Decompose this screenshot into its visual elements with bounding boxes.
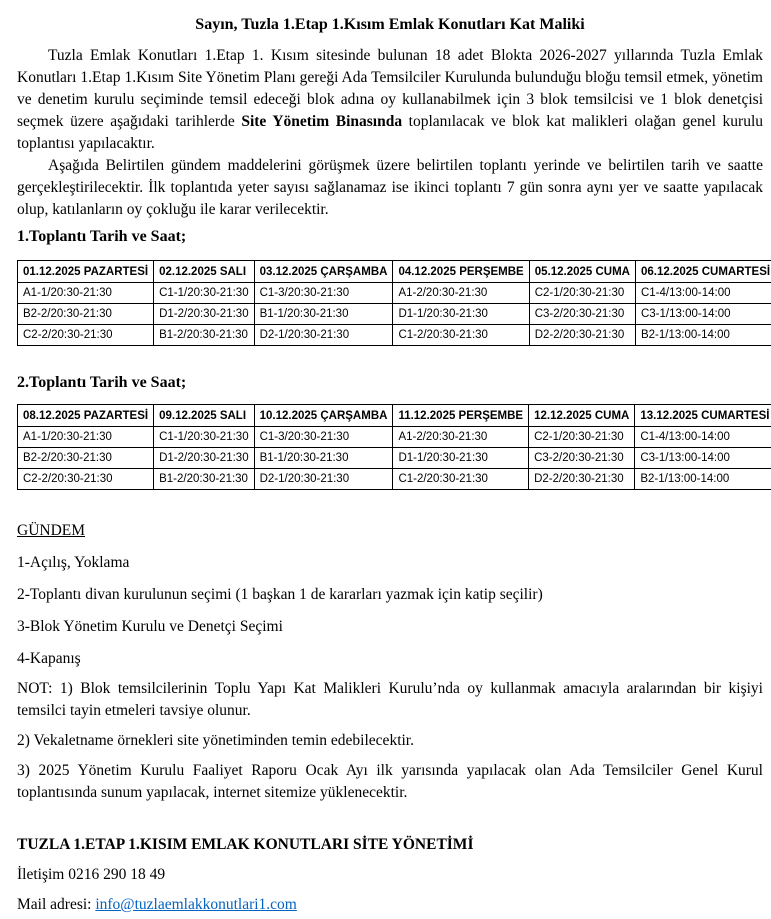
agenda-item-2: 2-Toplantı divan kurulunun seçimi (1 başkan 1 de kararları yazmak için katip seçilir) [17,586,543,603]
mail-row [17,894,763,916]
table-cell: A1-2/20:30-21:30 [393,283,529,304]
column-header-thursday: 04.12.2025 PERŞEMBE [393,261,529,283]
column-header-wednesday: 10.12.2025 ÇARŞAMBA [254,405,393,427]
note-2: 2) Vekaletname örnekleri site yönetiminden temin edebilecektir. [17,732,414,749]
column-header-monday: 01.12.2025 PAZARTESİ [18,261,154,283]
table-cell: B1-2/20:30-21:30 [154,469,255,490]
table-cell: D1-2/20:30-21:30 [154,448,255,469]
note-3: 3) 2025 Yönetim Kurulu Faaliyet Raporu Ocak Ayı ilk yarısında yapılacak olan Ada Temsilciler Genel Kurul toplantısında sunum yapılacak, internet sitemize yüklenecektir. [17,762,763,801]
agenda-item-4: 4-Kapanış [17,650,81,667]
meeting2-schedule-table [17,404,771,490]
contact-phone: İletişim 0216 290 18 49 [17,866,166,883]
table-cell: C1-3/20:30-21:30 [254,427,393,448]
table-row [18,283,771,304]
table-header-row [18,405,771,427]
table-cell: B1-2/20:30-21:30 [154,325,255,346]
agenda-item-1: 1-Açılış, Yoklama [17,554,130,571]
table-row [18,448,771,469]
table-cell: C2-2/20:30-21:30 [18,469,154,490]
table-cell: C3-2/20:30-21:30 [529,448,635,469]
table-cell: D2-2/20:30-21:30 [529,325,635,346]
meeting2-heading: 2.Toplantı Tarih ve Saat; [17,374,187,391]
column-header-wednesday: 03.12.2025 ÇARŞAMBA [254,261,393,283]
table-cell: C1-1/20:30-21:30 [154,283,255,304]
table-cell: C3-1/13:00-14:00 [635,448,771,469]
organization-name: TUZLA 1.ETAP 1.KISIM EMLAK KONUTLARI SİTE YÖNETİMİ [17,836,474,853]
column-header-saturday: 06.12.2025 CUMARTESİ [635,261,771,283]
mail-label: Mail adresi: [17,896,96,913]
email-link[interactable]: info@tuzlaemlakkonutlari1.com [95,896,297,913]
table-cell: D2-1/20:30-21:30 [254,469,393,490]
meeting1-heading: 1.Toplantı Tarih ve Saat; [17,228,187,245]
table-cell: D1-2/20:30-21:30 [154,304,255,325]
table-cell: D1-1/20:30-21:30 [393,304,529,325]
table-cell: B2-1/13:00-14:00 [635,325,771,346]
quorum-paragraph: Aşağıda Belirtilen gündem maddelerini görüşmek üzere belirtilen toplantı yerinde ve belirtilen tarih ve saatte gerçekleştirilecektir. İlk toplantıda yeter sayısı sağlanamaz ise ikinci toplantı 7 gün sonra aynı yer ve saatte yapılacak olup, katılanların oy çokluğu ile karar verilecektir. [17,157,763,218]
table-cell: D1-1/20:30-21:30 [393,448,529,469]
table-cell: C1-2/20:30-21:30 [393,325,529,346]
table-cell: C1-4/13:00-14:00 [635,283,771,304]
table-cell: A1-1/20:30-21:30 [18,427,154,448]
table-cell: D2-1/20:30-21:30 [254,325,393,346]
column-header-tuesday: 02.12.2025 SALI [154,261,255,283]
table-cell: C1-4/13:00-14:00 [635,427,771,448]
table-cell: B1-1/20:30-21:30 [254,304,393,325]
note-1: NOT: 1) Blok temsilcilerinin Toplu Yapı Kat Malikleri Kurulu’nda oy kullanmak amacıyla aralarından bir kişiyi temsilci tayin etmeleri tavsiye olunur. [17,680,763,719]
meeting1-schedule-table [17,260,771,346]
table-cell: C3-2/20:30-21:30 [529,304,635,325]
table-cell: A1-1/20:30-21:30 [18,283,154,304]
intro-paragraph [17,45,763,155]
table-row [18,325,771,346]
table-cell: C1-1/20:30-21:30 [154,427,255,448]
column-header-tuesday: 09.12.2025 SALI [154,405,255,427]
table-cell: B1-1/20:30-21:30 [254,448,393,469]
table-cell: C2-1/20:30-21:30 [529,283,635,304]
table-cell: D2-2/20:30-21:30 [529,469,635,490]
table-cell: C1-3/20:30-21:30 [254,283,393,304]
intro-text-after: toplanılacak ve blok kat malikleri olağan genel kurulu toplantısı yapılacaktır. [17,113,763,152]
agenda-heading: GÜNDEM [17,522,86,539]
column-header-saturday: 13.12.2025 CUMARTESİ [635,405,771,427]
column-header-monday: 08.12.2025 PAZARTESİ [18,405,154,427]
table-cell: C1-2/20:30-21:30 [393,469,529,490]
table-cell: C2-2/20:30-21:30 [18,325,154,346]
table-cell: C3-1/13:00-14:00 [635,304,771,325]
table-cell: C2-1/20:30-21:30 [529,427,635,448]
agenda-item-3: 3-Blok Yönetim Kurulu ve Denetçi Seçimi [17,618,283,635]
column-header-friday: 12.12.2025 CUMA [529,405,635,427]
table-cell: B2-1/13:00-14:00 [635,469,771,490]
table-cell: B2-2/20:30-21:30 [18,304,154,325]
meeting-location: Site Yönetim Binasında [241,113,403,130]
column-header-thursday: 11.12.2025 PERŞEMBE [393,405,529,427]
table-cell: B2-2/20:30-21:30 [18,448,154,469]
column-header-friday: 05.12.2025 CUMA [529,261,635,283]
table-row [18,427,771,448]
page-title: Sayın, Tuzla 1.Etap 1.Kısım Emlak Konutları Kat Maliki [195,16,585,33]
table-cell: A1-2/20:30-21:30 [393,427,529,448]
table-header-row [18,261,771,283]
intro-text-before: Tuzla Emlak Konutları 1.Etap 1. Kısım sitesinde bulunan 18 adet Blokta 2026-2027 yıllarında Tuzla Emlak Konutları 1.Etap 1.Kısım Site Yönetim Planı gereği Ada Temsilciler Kurulunda bulunduğu bloğu temsil etmek, yönetim ve denetim kurulu seçiminde temsil edeceği blok adına oy kullanabilmek için 3 blok temsilcisi ve 1 blok denetçisi seçmek üzere aşağıdaki tarihlerde [17,47,763,130]
table-row [18,469,771,490]
table-row [18,304,771,325]
